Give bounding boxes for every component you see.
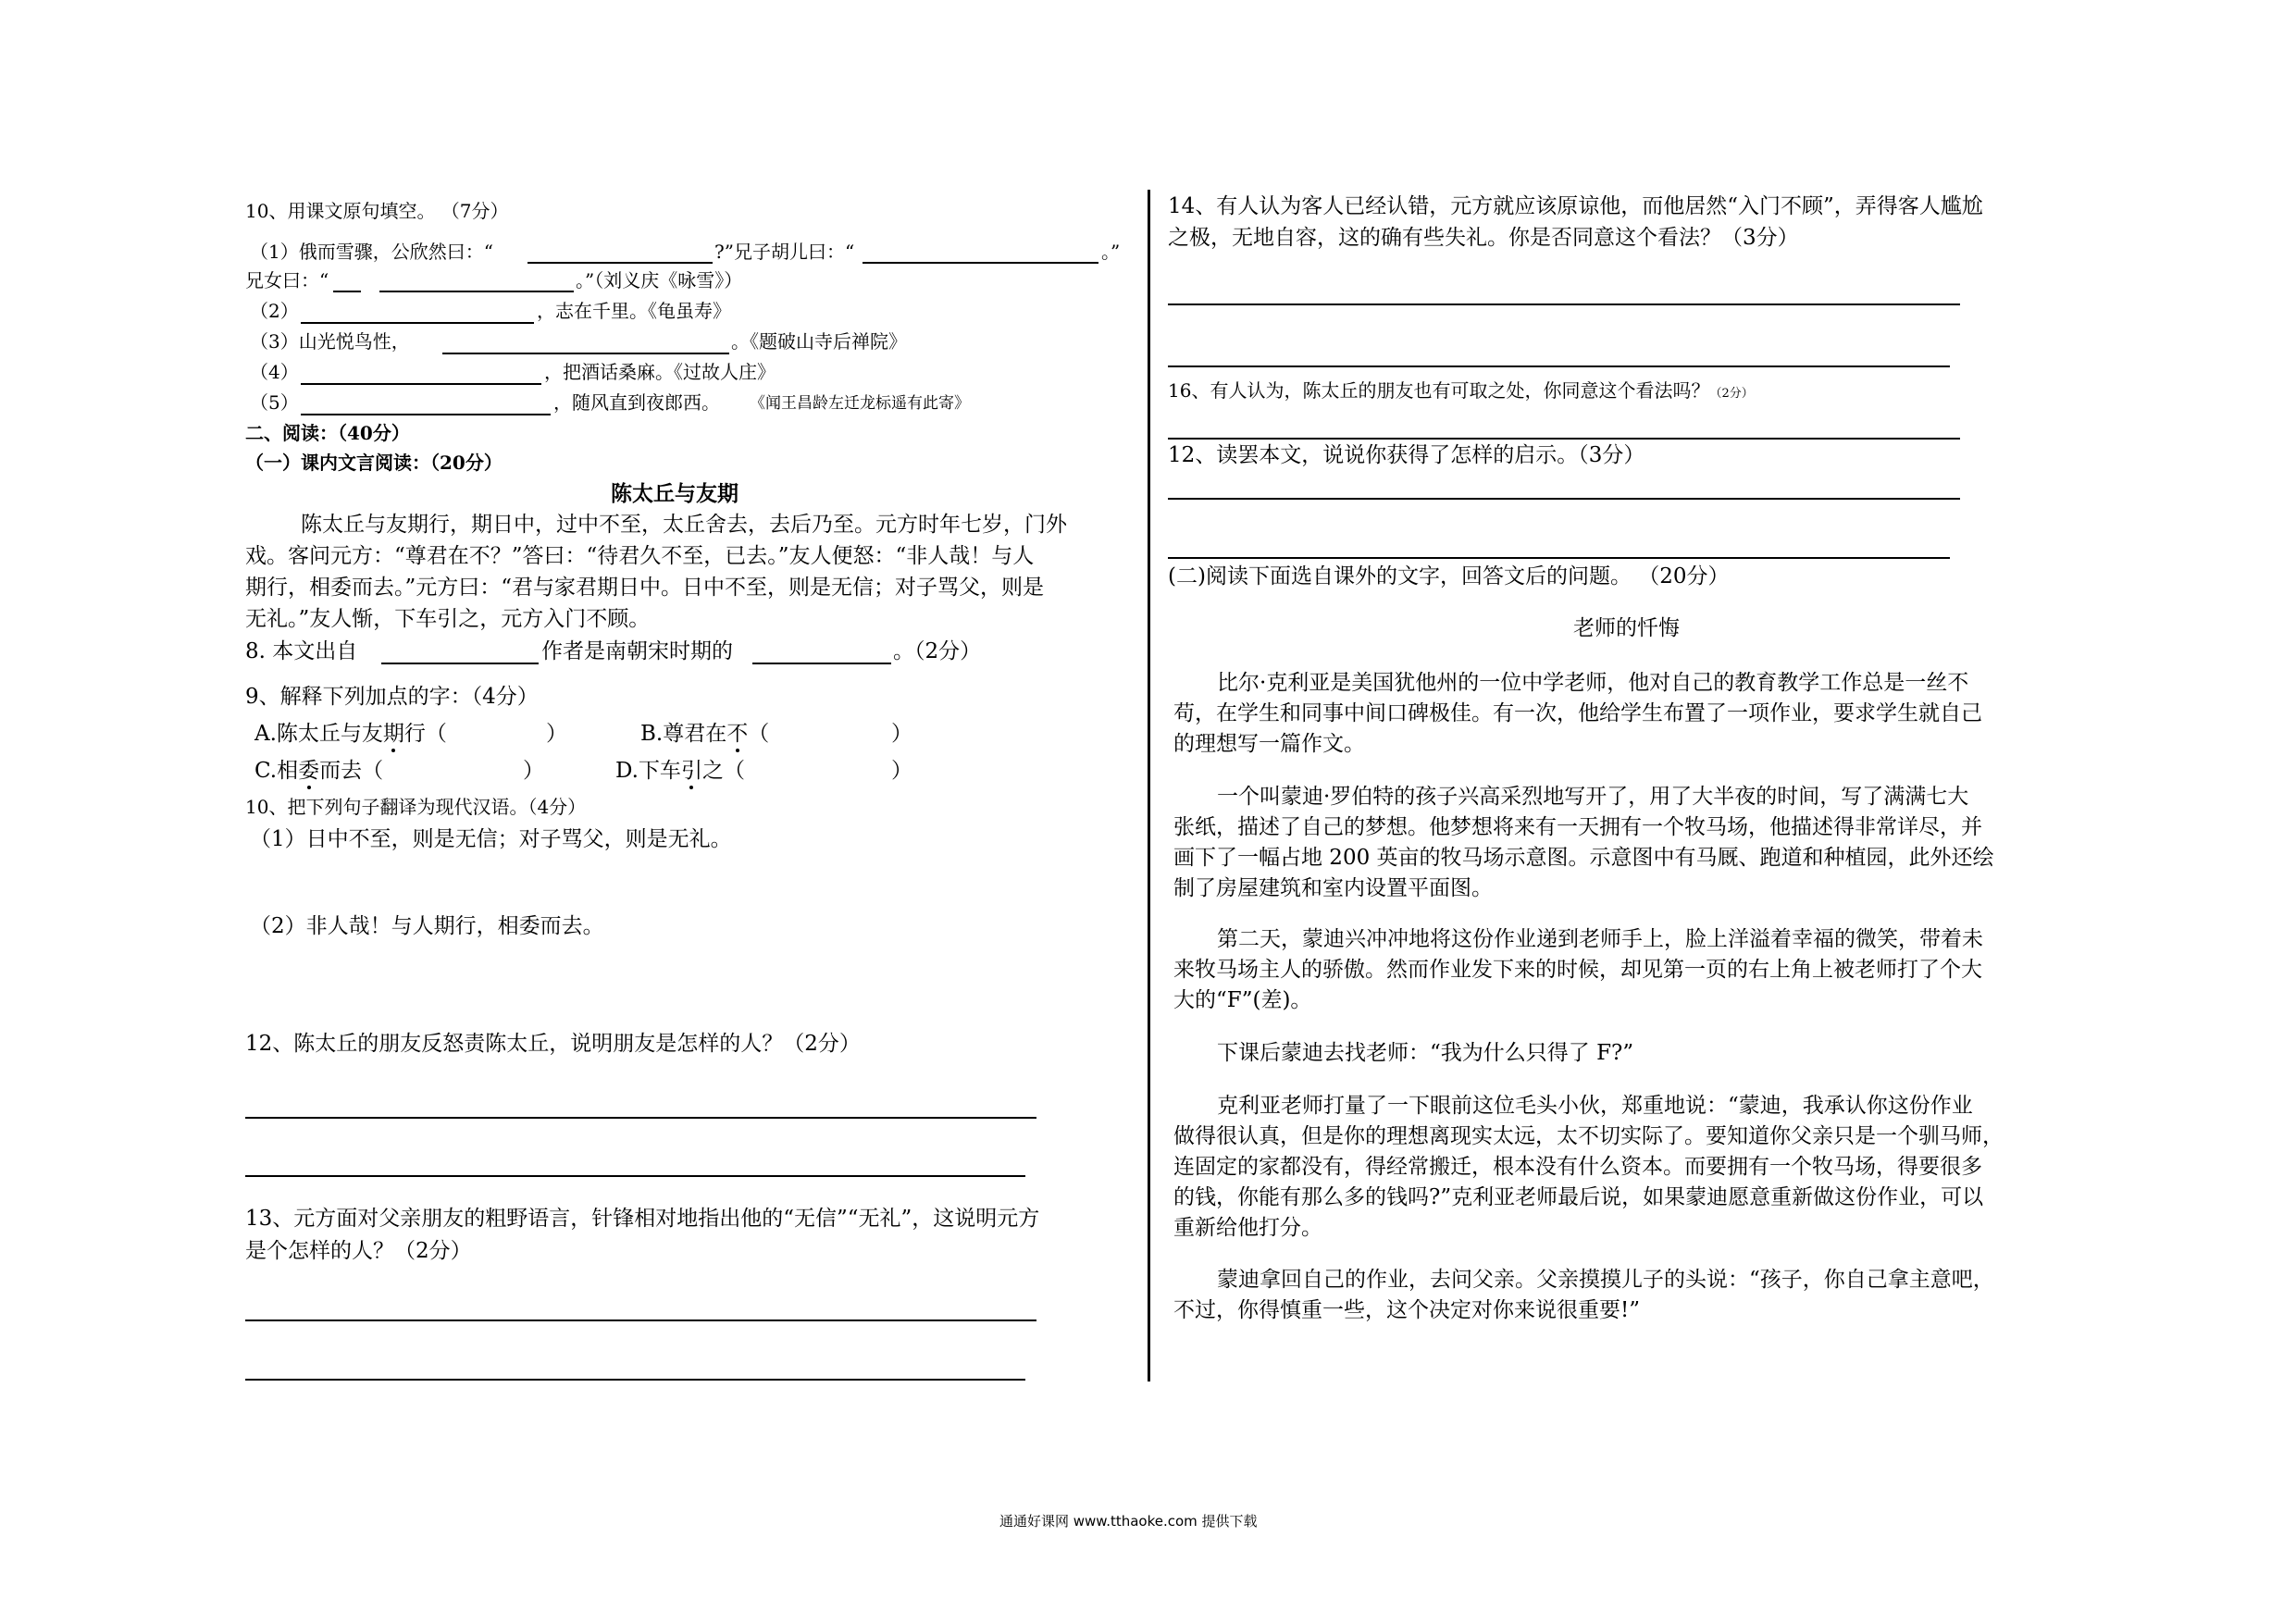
q10-1a: （1）俄而雪骤，公欣然曰：“ (250, 241, 493, 263)
section-subheading-2: (二)阅读下面选自课外的文字，回答文后的问题。 （20分） (1168, 564, 1730, 588)
q8-c: 。（2分） (893, 639, 982, 663)
answer-line (1168, 438, 1960, 440)
q10-1e: 。”（刘义庆《咏雪》） (576, 269, 743, 291)
story-line: 第二天，蒙迪兴冲冲地将这份作业递到老师手上，脸上洋溢着幸福的微笑，带着未 (1217, 927, 1983, 951)
story-line: 下课后蒙迪去找老师：“我为什么只得了 F?” (1217, 1041, 1634, 1065)
answer-line (1168, 365, 1950, 367)
blank-line (301, 383, 541, 385)
q12: 12、陈太丘的朋友反怒责陈太丘，说明朋友是怎样的人？（2分） (245, 1032, 861, 1056)
q9-c: C.相委而去（ (254, 759, 384, 783)
passage-line: 戏。客问元方：“尊君在不？”答曰：“待君久不至，已去。”友人便怒：“非人哉！与人 (245, 544, 1035, 568)
blank-line (863, 262, 1098, 264)
section-subheading: （一）课内文言阅读：（20分） (245, 452, 503, 474)
answer-line (245, 1379, 1025, 1381)
story-line: 张纸，描述了自己的梦想。他梦想将来有一天拥有一个牧马场，他描述得非常详尽，并 (1173, 815, 1982, 839)
story-line: 制了房屋建筑和室内设置平面图。 (1173, 876, 1493, 900)
q10b-1: （1）日中不至，则是无信；对子骂父，则是无礼。 (250, 827, 732, 851)
q8-a: 8. 本文出自 (245, 639, 358, 663)
q12-right: 12、读罢本文，说说你获得了怎样的启示。（3分） (1168, 443, 1645, 467)
blank-line (301, 322, 534, 324)
story-line: 大的“F”(差)。 (1173, 988, 1312, 1012)
story-line: 克利亚老师打量了一下眼前这位毛头小伙，郑重地说：“蒙迪，我承认你这份作业 (1217, 1094, 1973, 1118)
q14-a: 14、有人认为客人已经认错，元方就应该原谅他，而他居然“入门不顾”，弄得客人尴尬 (1168, 194, 1983, 218)
passage-line: 期行，相委而去。”元方曰：“君与家君期日中。日中不至，则是无信；对子骂父，则是 (245, 576, 1045, 600)
blank-line (752, 663, 891, 664)
q13-a: 13、元方面对父亲朋友的粗野语言，针锋相对地指出他的“无信”“无礼”，这说明元方 (245, 1207, 1040, 1231)
q10b-title: 10、把下列句子翻译为现代汉语。（4分） (245, 796, 587, 818)
answer-line (245, 1319, 1036, 1321)
column-divider (1148, 190, 1150, 1381)
q9-b: B.尊君在不（ (640, 722, 770, 746)
q10-4b: ，把酒话桑麻。《过故人庄》 (544, 361, 776, 383)
q9-b-close: ） (891, 722, 912, 746)
story-line: 比尔·克利亚是美国犹他州的一位中学老师，他对自己的教育教学工作总是一丝不 (1217, 671, 1969, 695)
q10-5c: 《闻王昌龄左迁龙标遥有此寄》 (750, 394, 970, 413)
answer-line (1168, 498, 1960, 500)
q10-2a: （2） (250, 300, 299, 322)
story-line: 的理想写一篇作文。 (1173, 732, 1365, 756)
story-line: 来牧马场主人的骄傲。然而作业发下来的时候，却见第一页的右上角上被老师打了个大 (1173, 958, 1982, 982)
q9-title: 9、解释下列加点的字：（4分） (245, 685, 539, 709)
answer-line (1168, 304, 1960, 305)
section-heading: 二、阅读：（40分） (245, 422, 410, 444)
blank-line (527, 262, 713, 264)
passage-line: 无礼。”友人惭，下车引之，元方入门不顾。 (245, 607, 651, 631)
footer-credit: 通通好课网 www.tthaoke.com 提供下载 (999, 1513, 1258, 1530)
story-line: 做得很认真，但是你的理想离现实太远，太不切实际了。要知道你父亲只是一个驯马师， (1173, 1124, 2004, 1148)
q14-b: 之极，无地自容，这的确有些失礼。你是否同意这个看法？（3分） (1168, 226, 1799, 250)
q9-d: D.下车引之（ (615, 759, 745, 783)
blank-line (333, 291, 361, 292)
story-line: 的钱，你能有那么多的钱吗?”克利亚老师最后说，如果蒙迪愿意重新做这份作业，可以 (1173, 1185, 1984, 1209)
story-line: 蒙迪拿回自己的作业，去问父亲。父亲摸摸儿子的头说：“孩子，你自己拿主意吧， (1217, 1268, 1994, 1292)
q10-title: 10、用课文原句填空。 （7分） (245, 200, 509, 222)
blank-line (442, 353, 729, 354)
q10b-2: （2）非人哉！与人期行，相委而去。 (250, 914, 604, 938)
q10-1d: 兄女曰：“ (245, 269, 329, 291)
story-line: 画下了一幅占地 200 英亩的牧马场示意图。示意图中有马厩、跑道和种植园，此外还绘 (1173, 846, 1994, 870)
q10-1b: ?”兄子胡儿曰：“ (714, 241, 855, 263)
q10-5a: （5） (250, 391, 299, 414)
q9-d-close: ） (891, 759, 912, 783)
q13-b: 是个怎样的人？（2分） (245, 1239, 472, 1263)
q10-5b: ，随风直到夜郎西。 (553, 391, 720, 414)
q10-4a: （4） (250, 361, 299, 383)
q16: 16、有人认为，陈太丘的朋友也有可取之处，你同意这个看法吗？（2分） (1168, 379, 1754, 402)
answer-line (245, 1117, 1036, 1119)
story-line: 连固定的家都没有，得经常搬迁，根本没有什么资本。而要拥有一个牧马场，得要很多 (1173, 1155, 1982, 1179)
story-line: 一个叫蒙迪·罗伯特的孩子兴高采烈地写开了，用了大半夜的时间，写了满满七大 (1217, 785, 1969, 809)
story-line: 不过，你得慎重一些，这个决定对你来说很重要!” (1173, 1298, 1641, 1322)
q9-a-close: ） (546, 722, 567, 746)
q9-c-close: ） (523, 759, 544, 783)
q8-b: 作者是南朝宋时期的 (541, 639, 733, 663)
q9-a: A.陈太丘与友期行（ (254, 722, 447, 746)
blank-line (301, 414, 551, 415)
passage-title: 陈太丘与友期 (611, 481, 738, 506)
passage-line: 陈太丘与友期行，期日中，过中不至，太丘舍去，去后乃至。元方时年七岁，门外 (301, 513, 1067, 537)
q10-2b: ，志在千里。《龟虽寿》 (537, 300, 731, 322)
q10-1c: 。” (1101, 241, 1121, 263)
blank-line (379, 291, 574, 292)
story-line: 重新给他打分。 (1173, 1216, 1322, 1240)
story-line: 苟，在学生和同事中间口碑极佳。有一次，他给学生布置了一项作业，要求学生就自己 (1173, 701, 1982, 725)
q10-3b: 。《题破山寺后禅院》 (731, 330, 907, 353)
answer-line (1168, 557, 1950, 559)
blank-line (381, 663, 539, 664)
q10-3a: （3）山光悦鸟性， (250, 330, 410, 353)
answer-line (245, 1175, 1025, 1177)
story-title: 老师的忏悔 (1573, 616, 1680, 640)
